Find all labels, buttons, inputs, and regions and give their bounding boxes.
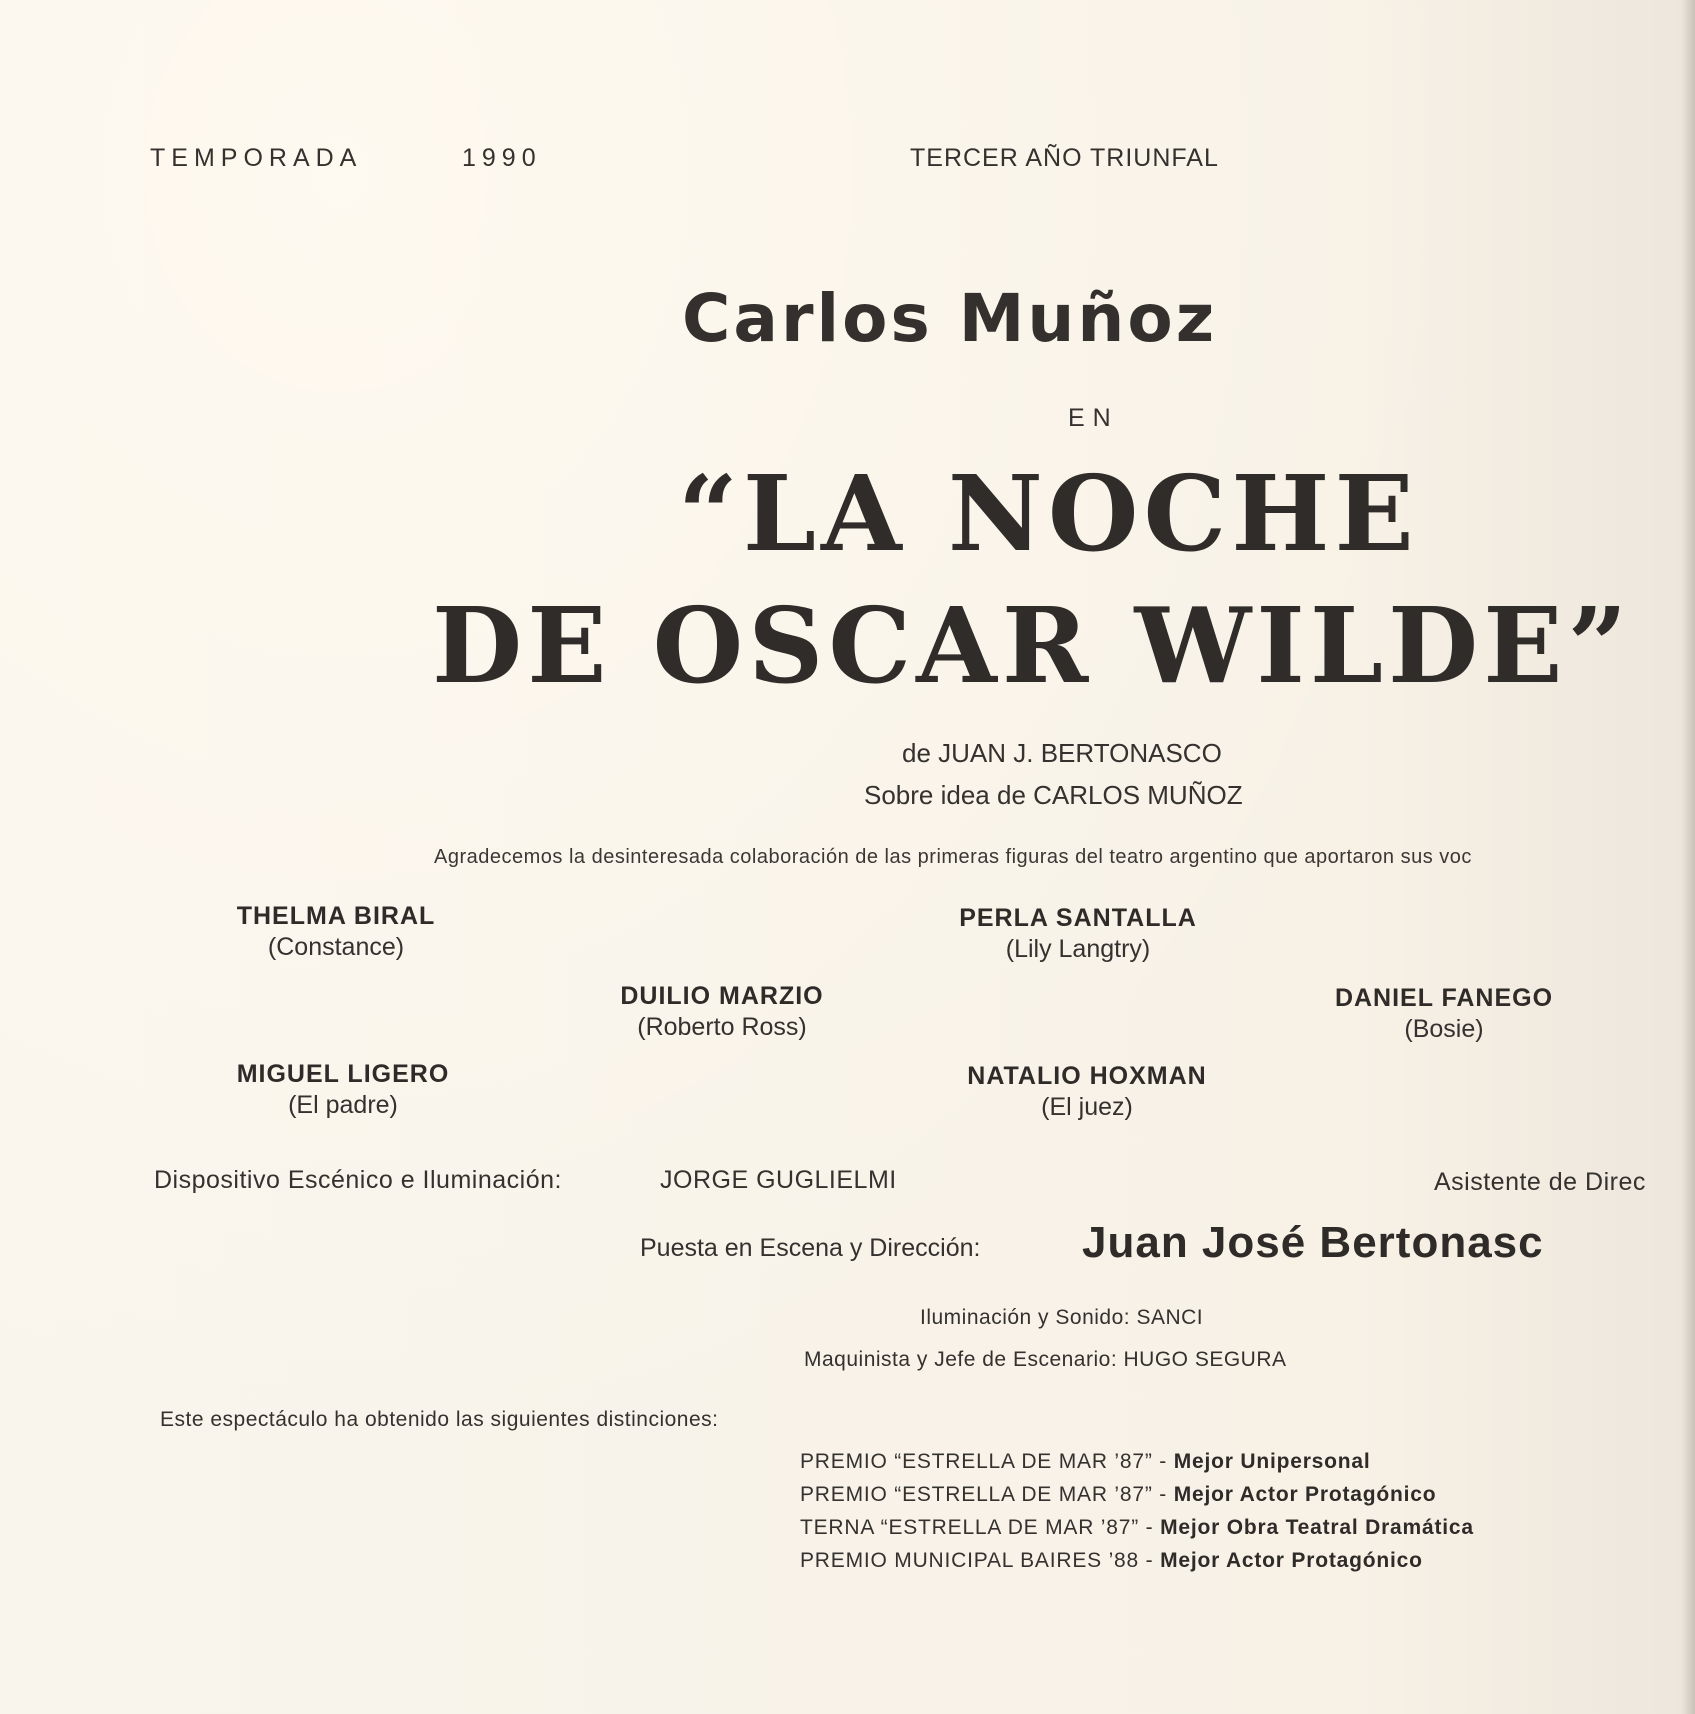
cast-member (218, 1060, 468, 1120)
cast-role: (Constance) (267, 933, 405, 961)
scenic-design-label: Dispositivo Escénico e Iluminación: (154, 1166, 562, 1194)
award-source: PREMIO “ESTRELLA DE MAR ’87” - (800, 1450, 1168, 1473)
season-label: TEMPORADA (150, 144, 363, 172)
direction-label: Puesta en Escena y Dirección: (640, 1234, 981, 1262)
award-source: PREMIO MUNICIPAL BAIRES ’88 - (800, 1549, 1154, 1572)
award-source: TERNA “ESTRELLA DE MAR ’87” - (800, 1516, 1154, 1539)
star-name: Carlos Muñoz (682, 280, 1218, 357)
award-category: Mejor Unipersonal (1173, 1450, 1371, 1473)
thanks-note: Agradecemos la desinteresada colaboración de las primeras figuras del teatro argentino que aportaron sus voc (434, 846, 1472, 868)
director-name: Juan José Bertonasc (1082, 1218, 1544, 1267)
cast-member (600, 982, 844, 1042)
season-year: 1990 (462, 144, 542, 172)
cast-name: THELMA BIRAL (236, 902, 436, 930)
award-item (800, 1483, 1436, 1507)
cast-name: MIGUEL LIGERO (236, 1060, 450, 1088)
cast-role: (El padre) (288, 1091, 398, 1119)
bleed-through-decoration (260, 390, 291, 483)
lighting-sound-credit: Iluminación y Sonido: SANCI (920, 1306, 1204, 1329)
award-category: Mejor Actor Protagónico (1173, 1483, 1437, 1506)
cast-member (946, 1062, 1228, 1122)
cast-member (940, 904, 1216, 964)
award-item (800, 1450, 1371, 1474)
scenic-design-name: JORGE GUGLIELMI (660, 1166, 897, 1194)
triumph-label: TERCER AÑO TRIUNFAL (910, 144, 1219, 172)
cast-name: PERLA SANTALLA (959, 904, 1197, 932)
author-credit: de JUAN J. BERTONASCO (902, 738, 1222, 768)
cast-name: NATALIO HOXMAN (967, 1062, 1207, 1090)
cast-name: DUILIO MARZIO (620, 982, 824, 1010)
awards-intro: Este espectáculo ha obtenido las siguientes distinciones: (160, 1408, 719, 1431)
cast-name: DANIEL FANEGO (1334, 984, 1554, 1012)
idea-credit: Sobre idea de CARLOS MUÑOZ (864, 780, 1243, 810)
award-item (800, 1516, 1474, 1540)
cast-member (218, 902, 454, 962)
cast-role: (Roberto Ross) (637, 1013, 807, 1041)
cast-role: (Bosie) (1404, 1015, 1484, 1043)
cast-member (1314, 984, 1574, 1044)
award-category: Mejor Actor Protagónico (1160, 1549, 1423, 1572)
title-line-2: DE OSCAR WILDE” (432, 584, 1633, 707)
award-item (800, 1549, 1423, 1573)
en-label: EN (1068, 404, 1119, 432)
machinist-credit: Maquinista y Jefe de Escenario: HUGO SEGURA (804, 1348, 1287, 1371)
assistant-director-label: Asistente de Direc (1434, 1168, 1646, 1196)
award-source: PREMIO “ESTRELLA DE MAR ’87” - (800, 1483, 1168, 1506)
award-category: Mejor Obra Teatral Dramática (1160, 1516, 1474, 1539)
cast-role: (El juez) (1041, 1093, 1133, 1121)
title-line-1: “LA NOCHE (678, 452, 1419, 575)
cast-role: (Lily Langtry) (1005, 935, 1151, 963)
page-edge-shadow (1681, 0, 1695, 1714)
